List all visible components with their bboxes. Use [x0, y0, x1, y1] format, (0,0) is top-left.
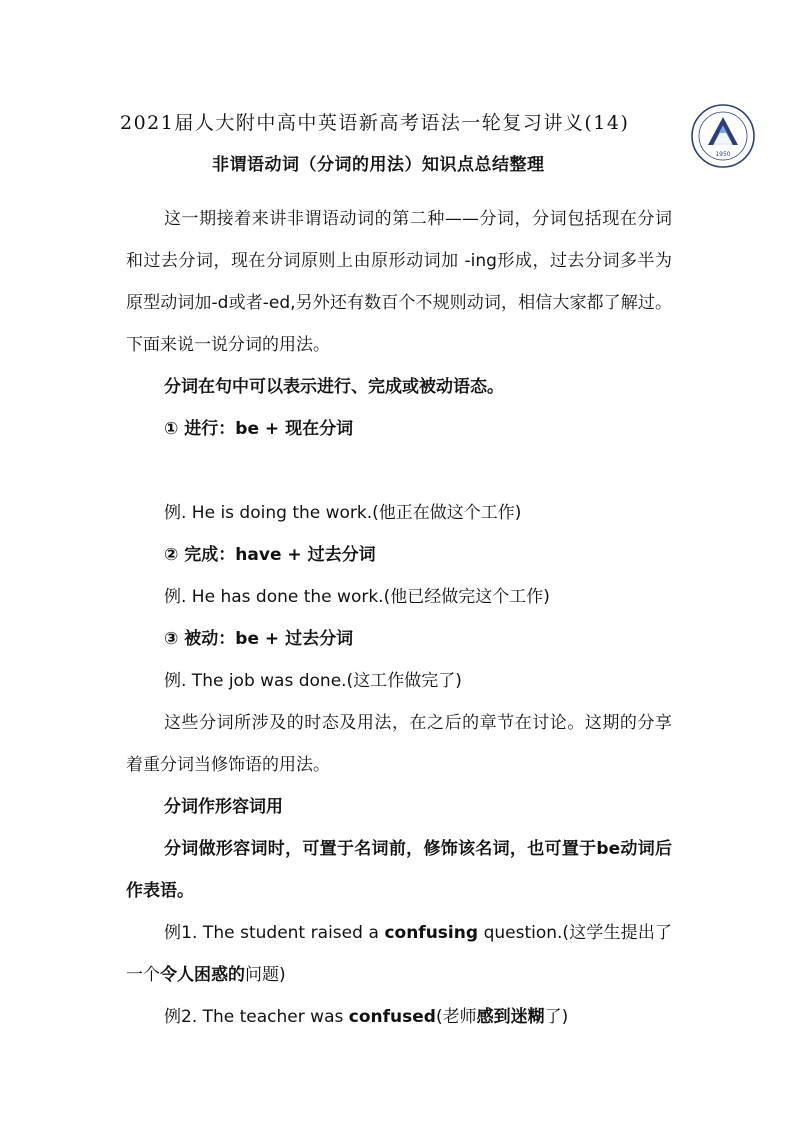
- blank-line: [126, 450, 672, 492]
- example-confusing: [126, 912, 672, 996]
- example-text: (老师: [435, 1007, 477, 1027]
- list-item-progressive: ① 进行：be + 现在分词: [164, 419, 354, 439]
- example-bold-translation: 感到迷糊: [476, 1007, 545, 1027]
- example-text: 问题): [245, 965, 286, 985]
- example-passive: 例. The job was done.(这工作做完了): [164, 671, 462, 691]
- list-item-perfect: ② 完成：have + 过去分词: [164, 545, 376, 565]
- example-text: 例1. The student raised a: [164, 923, 385, 943]
- example-bold-word: confused: [348, 1007, 436, 1027]
- section-heading: 分词在句中可以表示进行、完成或被动语态。: [164, 377, 504, 397]
- section-heading-adjective: 分词作形容词用: [164, 797, 283, 817]
- example-perfect: 例. He has done the work.(他已经做完这个工作): [164, 587, 550, 607]
- list-item-passive: ③ 被动：be + 过去分词: [164, 629, 354, 649]
- document-subtitle: 非谓语动词（分词的用法）知识点总结整理: [212, 155, 545, 175]
- note-paragraph: 这些分词所涉及的时态及用法，在之后的章节在讨论。这期的分享着重分词当修饰语的用法。: [126, 713, 672, 775]
- logo-year: 1950: [715, 151, 731, 158]
- school-seal-logo-icon: [690, 103, 756, 169]
- example-bold-translation: 令人困惑的: [160, 965, 245, 985]
- rule-paragraph: 分词做形容词时，可置于名词前，修饰该名词，也可置于be动词后作表语。: [126, 839, 672, 901]
- example-progressive: 例. He is doing the work.(他正在做这个工作): [164, 503, 522, 523]
- example-bold-word: confusing: [384, 923, 479, 943]
- example-text: 例2. The teacher was: [164, 1007, 349, 1027]
- example-confused: [126, 996, 672, 1038]
- example-text: 了): [544, 1007, 569, 1027]
- intro-paragraph: 这一期接着来讲非谓语动词的第二种——分词，分词包括现在分词和过去分词，现在分词原则上由原形动词加 -ing形成，过去分词多半为原型动词加-d或者-ed,另外还有数百个不规则动词，相信大家都了解过。下面来说一说分词的用法。: [126, 209, 672, 355]
- document-body: [126, 198, 672, 1038]
- document-title: 2021届人大附中高中英语新高考语法一轮复习讲义(14): [120, 112, 630, 134]
- example-text: question.(这学生提出了一个: [126, 923, 672, 985]
